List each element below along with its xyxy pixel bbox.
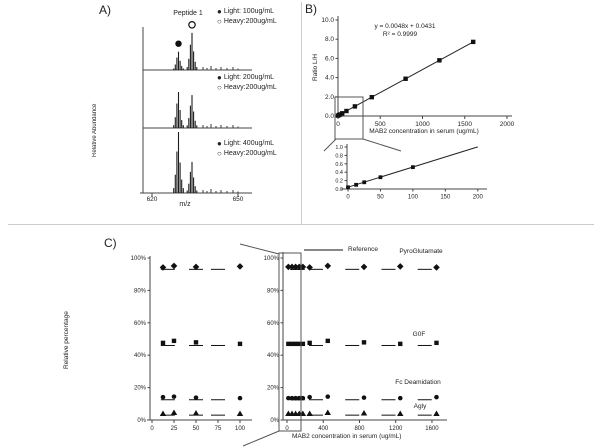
inset-data-point <box>379 175 383 179</box>
y-tick-label: 0.4 <box>335 170 343 177</box>
sample-marker <box>172 394 177 399</box>
sample-marker <box>433 264 440 271</box>
panel-b-x-axis-label: MAB2 concentration in serum (ug/mL) <box>369 128 479 135</box>
legend-light-row <box>217 73 277 83</box>
x-tick-label: 1600 <box>425 426 439 432</box>
legend-heavy-label: Heavy:200ug/mL <box>223 18 277 25</box>
y-tick-label: 20% <box>266 385 279 392</box>
zoom-connector-line <box>243 431 279 446</box>
inset-data-point <box>411 165 415 169</box>
sample-marker <box>171 263 178 270</box>
sample-marker <box>325 394 330 399</box>
sample-marker <box>307 341 311 345</box>
panel-a-label: A) <box>99 3 111 17</box>
open-circle-icon: ○ <box>217 17 222 26</box>
y-tick-label: 0% <box>270 418 279 424</box>
y-tick-label: 0.0 <box>324 113 334 120</box>
data-point <box>403 77 407 81</box>
y-tick-label: 100% <box>263 256 279 262</box>
x-tick-label: 100 <box>234 426 246 432</box>
y-tick-label: 40% <box>266 353 279 360</box>
y-tick-label: 6.0 <box>324 55 334 63</box>
legend-light-row <box>217 7 277 17</box>
spectrum-legend-3 <box>217 139 277 159</box>
x-tick-label: 400 <box>318 426 329 432</box>
spectrum-legend-1 <box>217 7 277 27</box>
y-tick-label: 0.8 <box>335 153 343 160</box>
x-tick-label: 1200 <box>389 426 403 432</box>
calibration-r-squared: R² = 0.9999 <box>382 30 418 38</box>
sample-marker <box>160 411 166 417</box>
legend-heavy-row <box>217 149 277 159</box>
sample-marker <box>194 395 199 400</box>
sample-marker <box>194 340 198 344</box>
data-point <box>370 95 374 99</box>
series-label-agly: Agly <box>413 403 427 410</box>
sample-marker <box>193 410 199 416</box>
sample-marker <box>238 396 243 401</box>
inset-data-point <box>354 183 358 187</box>
filled-circle-icon: ● <box>217 139 222 148</box>
light-peak-marker <box>175 41 181 47</box>
data-point <box>471 40 475 44</box>
series-label-pyroglutamate: PyroGlutamate <box>399 248 443 255</box>
data-point <box>353 104 357 108</box>
zoom-connector-line <box>324 139 336 151</box>
panel-a-y-axis-label: Relative Abundance <box>92 103 98 157</box>
x-tick-label: 0 <box>336 121 340 128</box>
x-tick-label: 100 <box>407 194 418 201</box>
x-tick-label: 200 <box>472 194 483 201</box>
legend-heavy-label: Heavy:200ug/mL <box>223 84 277 91</box>
sample-marker <box>434 395 439 400</box>
zoom-connector-line <box>240 244 279 254</box>
sample-marker <box>361 264 368 271</box>
legend-light-label: Light: 100ug/mL <box>223 8 275 15</box>
y-tick-label: 0.2 <box>335 178 343 185</box>
inset-data-point <box>362 180 366 184</box>
y-tick-label: 20% <box>133 385 146 392</box>
sample-marker <box>306 411 312 417</box>
reference-legend-label: Reference <box>348 246 378 253</box>
sample-marker <box>237 263 244 270</box>
sample-marker <box>434 341 438 345</box>
data-point <box>340 111 344 115</box>
sample-marker <box>161 341 165 345</box>
y-tick-label: 80% <box>266 288 279 295</box>
x-tick-label: 800 <box>354 426 365 432</box>
sample-marker <box>397 263 404 270</box>
y-tick-label: 80% <box>133 288 146 295</box>
series-label-fc-deamidation: Fc Deamidation <box>395 379 441 386</box>
panel-b-label: B) <box>305 2 317 16</box>
x-tick-label: 2000 <box>499 121 515 128</box>
sample-marker <box>398 396 403 401</box>
panel-c-y-axis-label: Relative percentage <box>63 311 70 369</box>
x-tick-label: 650 <box>232 196 244 203</box>
sample-marker <box>324 263 331 270</box>
x-tick-label: 0 <box>346 194 350 201</box>
sample-marker <box>362 395 367 400</box>
x-tick-label: 150 <box>440 194 451 201</box>
y-tick-label: 40% <box>133 353 146 360</box>
x-tick-label: 500 <box>374 121 386 128</box>
calibration-equation: y = 0.0048x + 0.0431 <box>374 23 436 30</box>
inset-data-point <box>346 185 350 189</box>
sample-marker <box>361 410 367 416</box>
sample-marker <box>237 411 243 417</box>
filled-circle-icon: ● <box>217 73 222 82</box>
y-tick-label: 0.6 <box>335 161 343 168</box>
x-tick-label: 1500 <box>457 121 472 128</box>
y-tick-label: 1.0 <box>335 145 343 151</box>
legend-light-label: Light: 200ug/mL <box>223 74 275 81</box>
panel-b-y-axis-label: Ratio L/H <box>312 53 319 81</box>
x-tick-label: 0 <box>285 426 289 432</box>
y-tick-label: 4.0 <box>324 74 334 82</box>
y-tick-label: 60% <box>266 320 279 327</box>
open-circle-icon: ○ <box>217 83 222 92</box>
x-tick-label: 50 <box>377 194 384 201</box>
x-tick-label: 50 <box>192 426 200 432</box>
sample-marker <box>172 339 176 343</box>
x-tick-label: 0 <box>150 426 154 432</box>
spectrum-legend-2 <box>217 73 277 93</box>
y-tick-label: 100% <box>130 256 146 262</box>
y-tick-label: 2.0 <box>324 93 334 101</box>
spectrum-title: Peptide 1 <box>173 10 203 17</box>
series-label-g0f: G0F <box>412 331 426 338</box>
y-tick-label: 60% <box>133 320 146 327</box>
legend-heavy-label: Heavy:200ug/mL <box>223 150 277 157</box>
panel-c-label: C) <box>104 236 117 250</box>
sample-marker <box>326 339 330 343</box>
sample-marker <box>325 410 331 416</box>
legend-light-row <box>217 139 277 149</box>
x-tick-label: 25 <box>170 426 178 432</box>
sample-marker <box>161 395 166 400</box>
sample-marker <box>238 342 242 346</box>
x-tick-label: 620 <box>146 196 158 203</box>
y-tick-label: 10.0 <box>321 17 334 24</box>
legend-light-label: Light: 400ug/mL <box>223 140 275 147</box>
sample-marker <box>433 411 439 417</box>
sample-marker <box>397 411 403 417</box>
y-tick-label: 8.0 <box>324 36 334 44</box>
sample-marker <box>362 340 366 344</box>
y-tick-label: 0.0 <box>335 187 343 193</box>
panel-c-x-axis-label: MAB2 concentration in serum (ug/mL) <box>292 433 402 440</box>
legend-heavy-row <box>217 83 277 93</box>
x-tick-label: 1000 <box>415 121 430 128</box>
zoom-connector-line <box>363 139 401 151</box>
filled-circle-icon: ● <box>217 7 222 16</box>
y-tick-label: 0% <box>137 418 146 424</box>
sample-marker <box>398 342 402 346</box>
heavy-peak-marker <box>189 22 195 28</box>
sample-marker <box>171 410 177 416</box>
data-point <box>437 58 441 62</box>
x-tick-label: 75 <box>214 426 222 432</box>
sample-marker <box>307 395 312 400</box>
panel-a-x-axis-label: m/z <box>179 201 191 208</box>
data-point <box>344 109 348 113</box>
open-circle-icon: ○ <box>217 149 222 158</box>
legend-heavy-row <box>217 17 277 27</box>
